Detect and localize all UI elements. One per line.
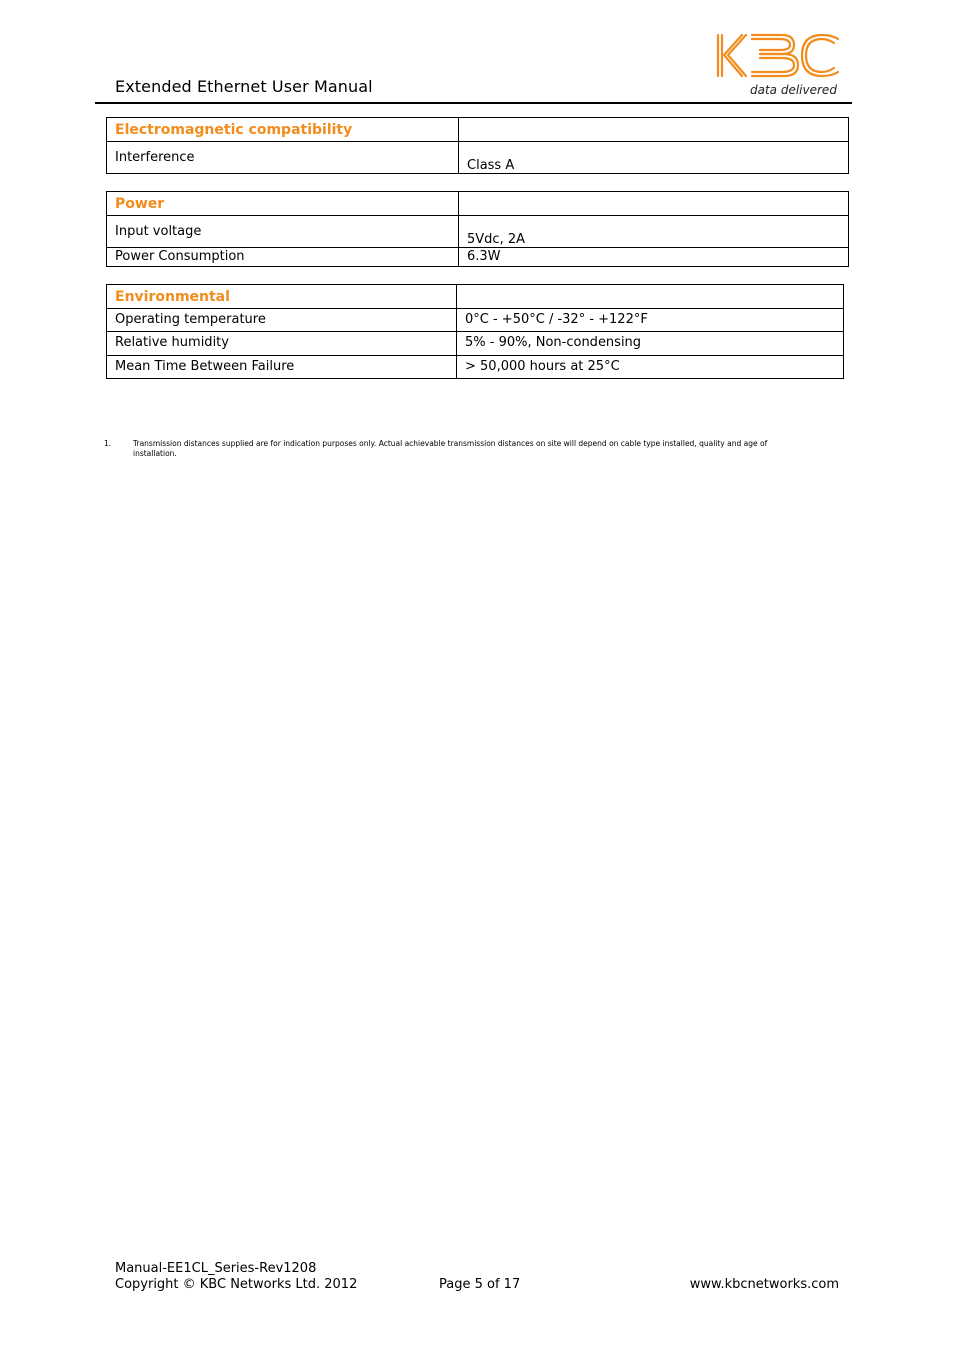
spec-value: Class A xyxy=(459,142,849,174)
spec-value: 6.3W xyxy=(459,248,849,267)
logo-tagline: data delivered xyxy=(750,83,837,97)
spec-label: Mean Time Between Failure xyxy=(107,356,457,379)
spec-value: 5% - 90%, Non-condensing xyxy=(457,332,844,356)
spec-label: Relative humidity xyxy=(107,332,457,356)
environmental-spec-table xyxy=(106,284,844,379)
document-id: Manual-EE1CL_Series-Rev1208 xyxy=(115,1261,317,1276)
table-row xyxy=(107,248,849,267)
table-row xyxy=(107,309,844,332)
spec-value: > 50,000 hours at 25°C xyxy=(457,356,844,379)
spec-value: 0°C - +50°C / -32° - +122°F xyxy=(457,309,844,332)
table-header-row xyxy=(107,192,849,216)
table-row xyxy=(107,142,849,174)
section-heading: Environmental xyxy=(107,285,457,309)
empty-cell xyxy=(459,118,849,142)
copyright-notice: Copyright © KBC Networks Ltd. 2012 xyxy=(115,1277,358,1292)
table-header-row xyxy=(107,118,849,142)
section-heading: Electromagnetic compatibility xyxy=(107,118,459,142)
spec-label: Operating temperature xyxy=(107,309,457,332)
power-spec-table xyxy=(106,191,849,267)
table-header-row xyxy=(107,285,844,309)
header-divider xyxy=(95,102,852,104)
document-title: Extended Ethernet User Manual xyxy=(115,77,373,96)
emc-spec-table xyxy=(106,117,849,174)
spec-label: Power Consumption xyxy=(107,248,459,267)
section-heading: Power xyxy=(107,192,459,216)
footnote-number: 1. xyxy=(104,439,112,448)
spec-label: Input voltage xyxy=(107,216,459,248)
table-row xyxy=(107,216,849,248)
table-row xyxy=(107,332,844,356)
spec-value: 5Vdc, 2A xyxy=(459,216,849,248)
website-link[interactable]: www.kbcnetworks.com xyxy=(689,1277,839,1292)
empty-cell xyxy=(457,285,844,309)
table-row xyxy=(107,356,844,379)
spec-label: Interference xyxy=(107,142,459,174)
empty-cell xyxy=(459,192,849,216)
page-number: Page 5 of 17 xyxy=(439,1277,521,1292)
footnote-text: Transmission distances supplied are for indication purposes only. Actual achievable transmission distances on site will depend on cable type installed, quality and age of installation. xyxy=(133,439,768,458)
